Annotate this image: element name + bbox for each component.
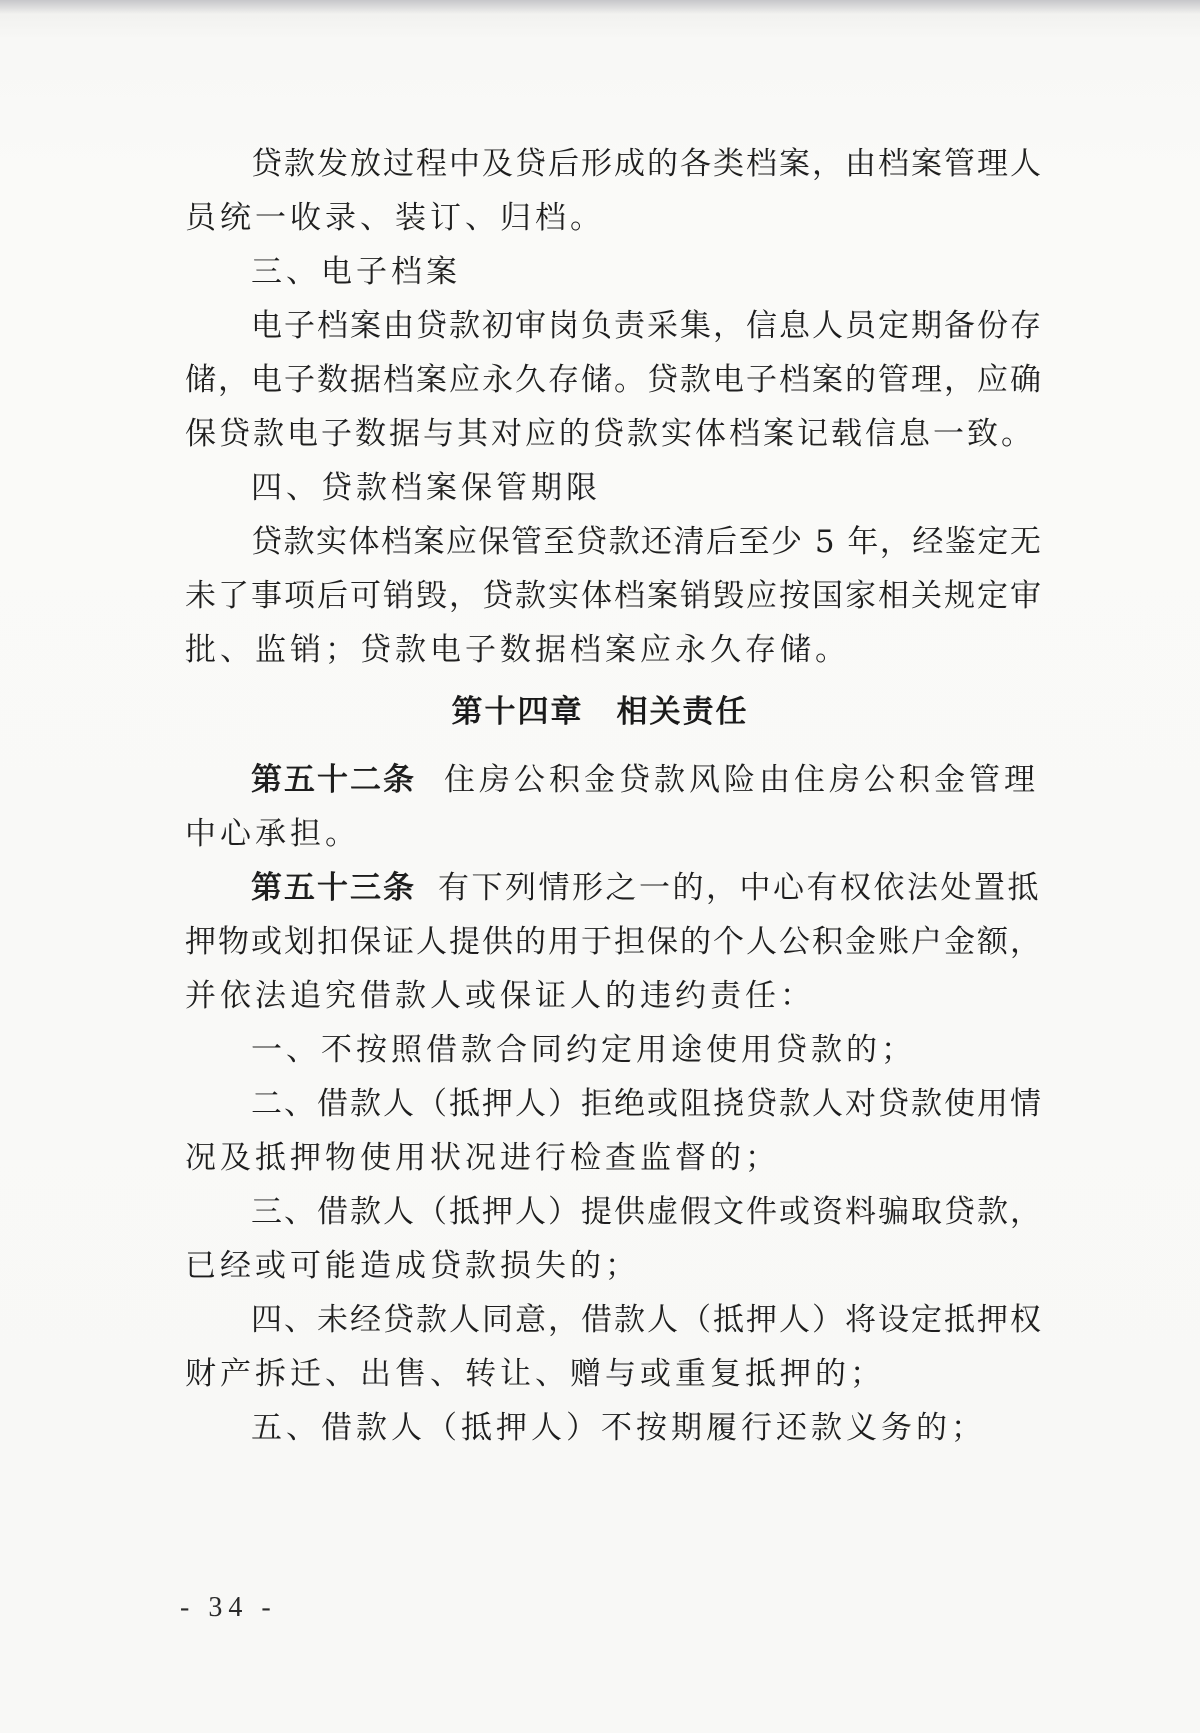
article-label: 第五十三条 — [251, 870, 416, 906]
section-heading: 三、电子档案 — [251, 254, 461, 290]
list-item: 三、借款人（抵押人）提供虚假文件或资料骗取贷款， — [251, 1194, 1043, 1230]
list-item-continuation: 已经或可能造成贷款损失的； — [185, 1248, 640, 1284]
paragraph-line: 中心承担。 — [185, 816, 360, 852]
scan-edge-shadow — [0, 0, 1200, 14]
paragraph-line: 贷款发放过程中及贷后形成的各类档案，由档案管理人 — [251, 146, 1043, 182]
article-53-line — [251, 868, 1041, 908]
article-52-line — [251, 760, 1039, 800]
paragraph-line: 未了事项后可销毁，贷款实体档案销毁应按国家相关规定审 — [185, 578, 1043, 614]
paragraph-line: 批、监销；贷款电子数据档案应永久存储。 — [185, 632, 850, 668]
article-text: 住房公积金贷款风险由住房公积金管理 — [444, 762, 1039, 798]
paragraph-line: 电子档案由贷款初审岗负责采集，信息人员定期备份存 — [251, 308, 1043, 344]
paragraph-line: 员统一收录、装订、归档。 — [185, 200, 605, 236]
list-item: 一、不按照借款合同约定用途使用贷款的； — [251, 1032, 916, 1068]
section-heading: 四、贷款档案保管期限 — [251, 470, 601, 506]
page-number: - 34 - — [180, 1592, 277, 1623]
list-item: 五、借款人（抵押人）不按期履行还款义务的； — [251, 1410, 986, 1446]
article-label: 第五十二条 — [251, 762, 416, 798]
list-item-continuation: 财产拆迁、出售、转让、赠与或重复抵押的； — [185, 1356, 885, 1392]
list-item: 四、未经贷款人同意，借款人（抵押人）将设定抵押权 — [251, 1302, 1043, 1338]
chapter-title: 第十四章 相关责任 — [451, 694, 749, 730]
paragraph-line: 押物或划扣保证人提供的用于担保的个人公积金账户金额， — [185, 924, 1043, 960]
list-item-continuation: 况及抵押物使用状况进行检查监督的； — [185, 1140, 780, 1176]
paragraph-line: 贷款实体档案应保管至贷款还清后至少 5 年，经鉴定无 — [251, 524, 1043, 560]
paragraph-line: 保贷款电子数据与其对应的贷款实体档案记载信息一致。 — [185, 416, 1035, 452]
paragraph-line: 储，电子数据档案应永久存储。贷款电子档案的管理，应确 — [185, 362, 1043, 398]
paragraph-line: 并依法追究借款人或保证人的违约责任： — [185, 978, 815, 1014]
list-item: 二、借款人（抵押人）拒绝或阻挠贷款人对贷款使用情 — [251, 1086, 1043, 1122]
article-text: 有下列情形之一的，中心有权依法处置抵 — [438, 870, 1041, 906]
